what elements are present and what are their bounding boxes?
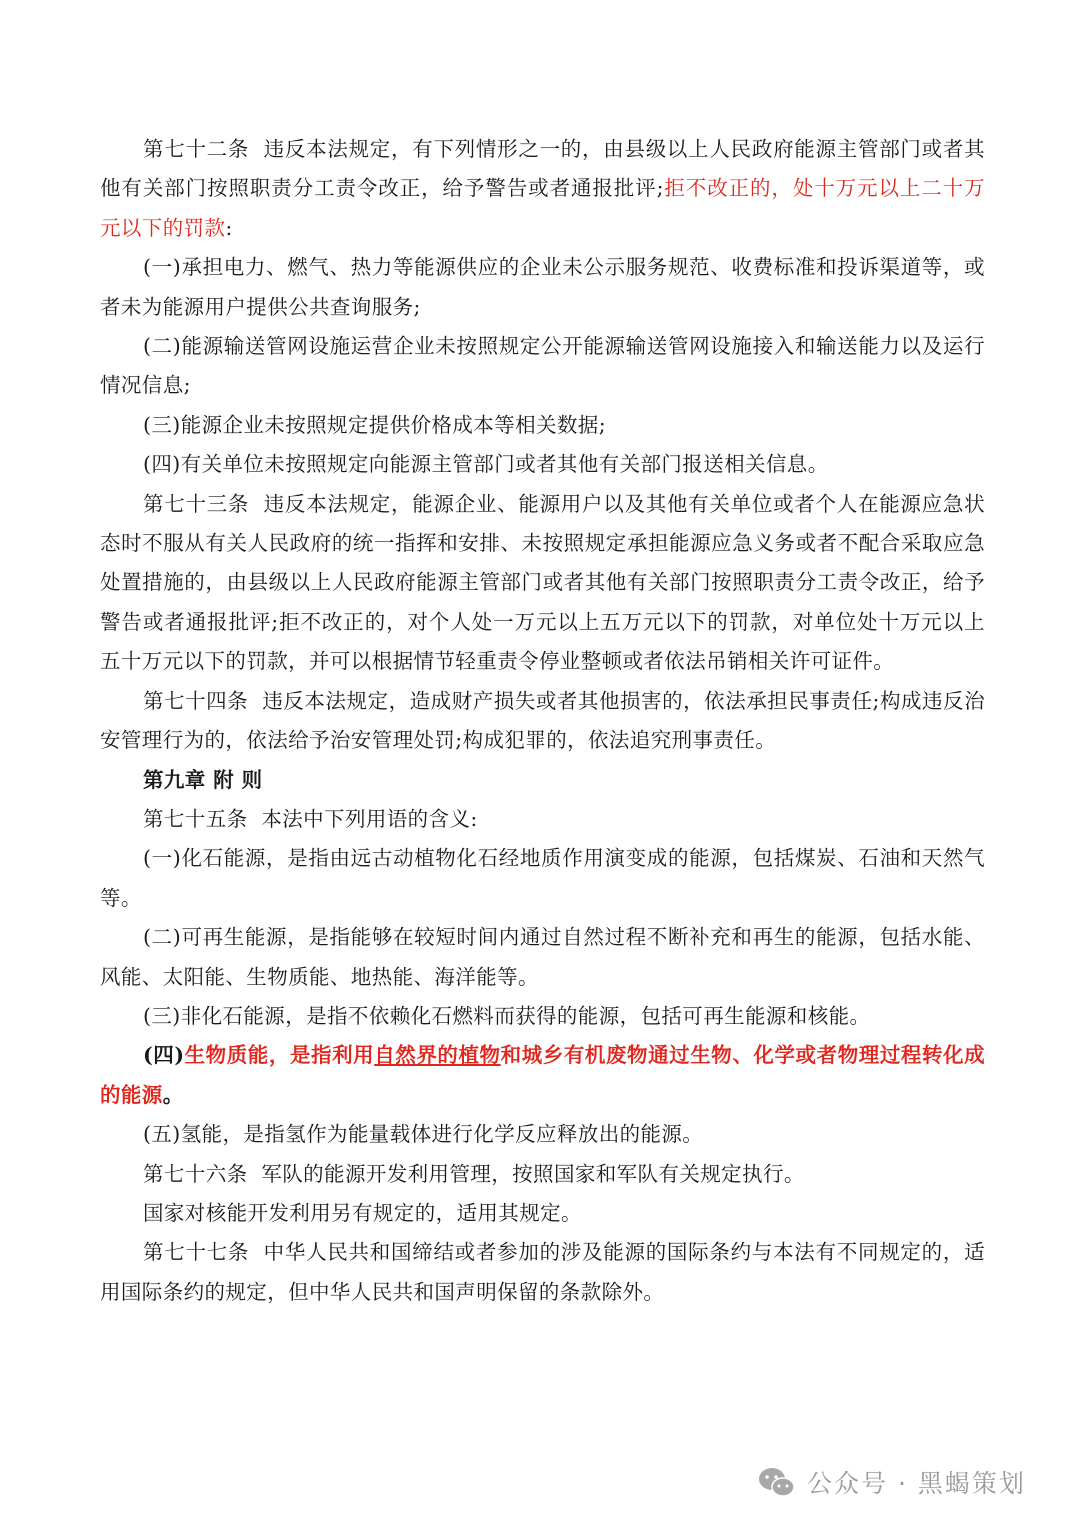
article-74-label: 第七十四条 <box>143 688 249 713</box>
article-76-text: 军队的能源开发利用管理，按照国家和军队有关规定执行。 <box>261 1161 805 1186</box>
article-72-item-4: (四)有关单位未按照规定向能源主管部门或者其他有关部门报送相关信息。 <box>143 452 829 477</box>
article-76 <box>100 1155 985 1194</box>
article-75-item-5: (五)氢能，是指氢作为能量载体进行化学反应释放出的能源。 <box>143 1122 704 1147</box>
article-74-text: 违反本法规定，造成财产损失或者其他损害的，依法承担民事责任;构成违反治安管理行为的，依法给予治安管理处罚;构成犯罪的，依法追究刑事责任。 <box>100 688 986 753</box>
article-75-item-4 <box>100 1036 985 1115</box>
item-4-prefix: (四) <box>143 1043 185 1068</box>
article-72-text: 违反本法规定，有下列情形之一的，由县级以上人民政府能源主管部门或者其他有关部门按照职责分工责令改正，给予警告或者通报批评; <box>100 137 986 201</box>
watermark <box>757 1462 1026 1502</box>
article-75-item-2: (二)可再生能源，是指能够在较短时间内通过自然过程不断补充和再生的能源，包括水能、风能、太阳能、生物质能、地热能、海洋能等。 <box>100 925 985 989</box>
article-74 <box>100 682 985 761</box>
article-72-item-2: (二)能源输送管网设施运营企业未按照规定公开能源输送管网设施接入和输送能力以及运行情况信息; <box>100 334 985 398</box>
article-77-text: 中华人民共和国缔结或者参加的涉及能源的国际条约与本法有不同规定的，适用国际条约的规定，但中华人民共和国声明保留的条款除外。 <box>100 1240 986 1304</box>
item-4-underlined: 自然界的植物 <box>374 1043 501 1068</box>
item-4-text-a: 生物质能，是指利用 <box>184 1043 375 1068</box>
article-72-penalty: 拒不改正的，处十万元以上二十万元以下的罚款 <box>100 176 985 240</box>
article-76-paragraph-2: 国家对核能开发利用另有规定的，适用其规定。 <box>143 1200 582 1225</box>
article-75-label: 第七十五条 <box>143 806 248 831</box>
article-72-colon: : <box>225 215 233 240</box>
item-4-text-b: 和城乡有机废物通过生物、化学或者物理过程转化成的能源 <box>100 1043 985 1107</box>
article-72-item-3: (三)能源企业未按照规定提供价格成本等相关数据; <box>143 412 607 437</box>
item-4-end: 。 <box>162 1082 184 1107</box>
article-76-label: 第七十六条 <box>143 1161 248 1186</box>
article-75-item-3: (三)非化石能源，是指不依赖化石燃料而获得的能源，包括可再生能源和核能。 <box>143 1003 871 1028</box>
article-73 <box>100 485 985 682</box>
article-75-text: 本法中下列用语的含义: <box>261 806 478 831</box>
article-75-item-1: (一)化石能源，是指由远古动植物化石经地质作用演变成的能源，包括煤炭、石油和天然气等。 <box>100 846 985 910</box>
article-72-label: 第七十二条 <box>143 137 250 161</box>
article-72 <box>100 130 985 248</box>
wechat-icon <box>757 1466 795 1498</box>
watermark-text: 公众号 · 黑蝎策划 <box>807 1469 1026 1498</box>
document-page <box>100 130 985 1312</box>
chapter-heading: 第九章 附 则 <box>143 767 263 792</box>
article-77-label: 第七十七条 <box>143 1240 250 1265</box>
article-72-item-1: (一)承担电力、燃气、热力等能源供应的企业未公示服务规范、收费标准和投诉渠道等，或者未为能源用户提供公共查询服务; <box>100 255 985 319</box>
article-73-label: 第七十三条 <box>143 491 250 516</box>
article-73-text: 违反本法规定，能源企业、能源用户以及其他有关单位或者个人在能源应急状态时不服从有关人民政府的统一指挥和安排、未按照规定承担能源应急义务或者不配合采取应急处置措施的，由县级以上人民政府能源主管部门或者其他有关部门按照职责分工责令改正，给予警告或者通报批评;拒不改正的，对个人处一万元以上五万元以下的罚款，对单位处十万元以上五十万元以下的罚款，并可以根据情节轻重责令停业整顿或者依法吊销相关许可证件。 <box>100 491 986 674</box>
article-75 <box>100 800 985 839</box>
article-77 <box>100 1233 985 1312</box>
